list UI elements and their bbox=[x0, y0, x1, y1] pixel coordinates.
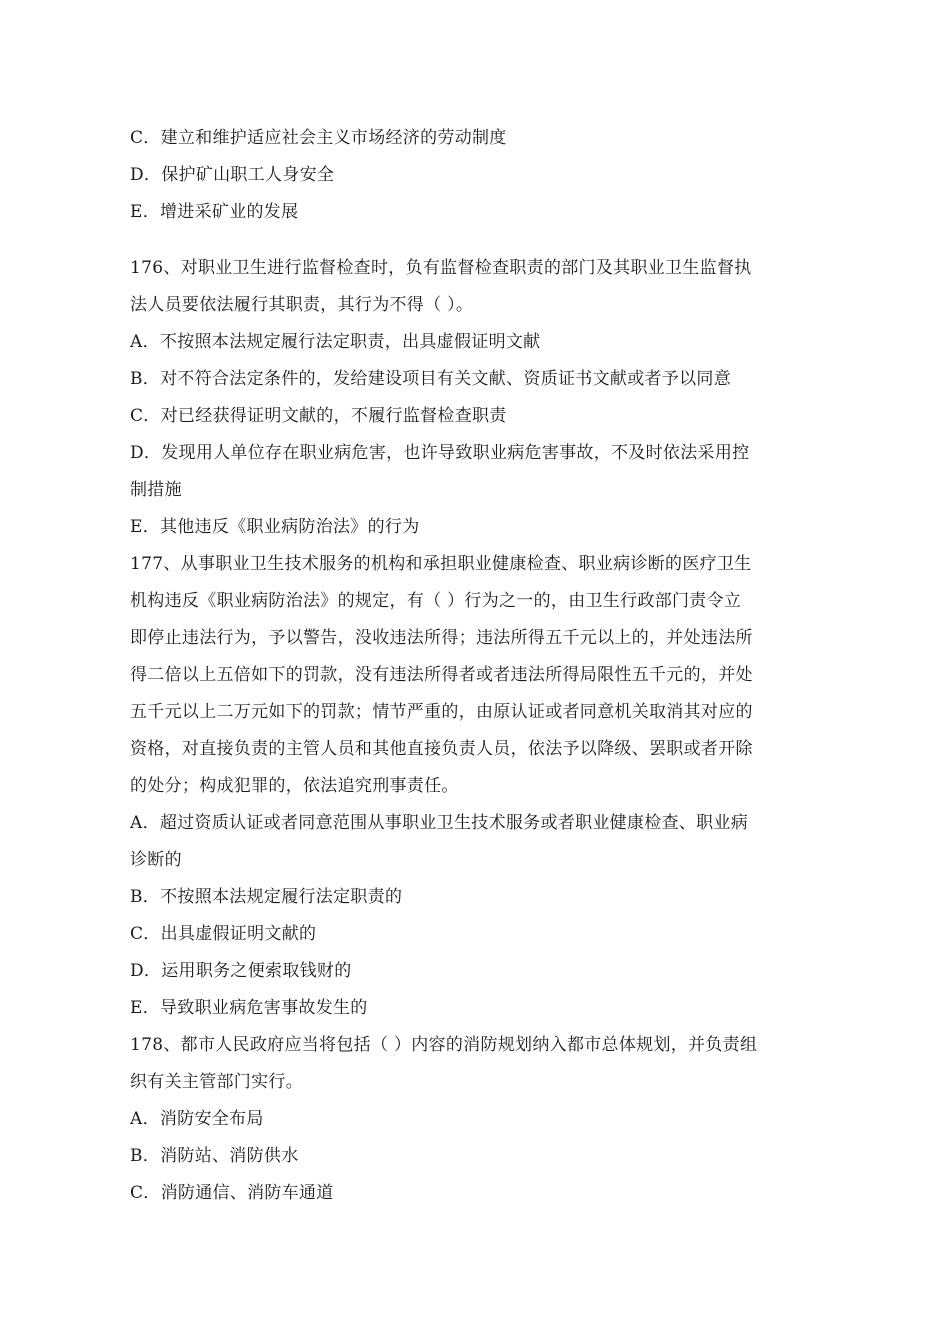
question-stem-line: 得二倍以上五倍如下的罚款，没有违法所得者或者违法所得局限性五千元的，并处 bbox=[130, 665, 753, 685]
option-a: A．超过资质认证或者同意范围从事职业卫生技术服务或者职业健康检查、职业病 bbox=[130, 813, 749, 833]
option-a: A．不按照本法规定履行法定职责，出具虚假证明文献 bbox=[130, 332, 541, 352]
option-a: A．消防安全布局 bbox=[130, 1109, 264, 1129]
prev-question-options bbox=[130, 120, 830, 231]
option-c: C．消防通信、消防车通道 bbox=[130, 1183, 334, 1203]
option-e: E．其他违反《职业病防治法》的行为 bbox=[130, 517, 420, 537]
option-b: B．对不符合法定条件的，发给建设项目有关文献、资质证书文献或者予以同意 bbox=[130, 369, 731, 389]
question-stem-line: 织有关主管部门实行。 bbox=[130, 1072, 303, 1092]
option-b: B．不按照本法规定履行法定职责的 bbox=[130, 887, 403, 907]
question-stem-line: 177、从事职业卫生技术服务的机构和承担职业健康检查、职业病诊断的医疗卫生 bbox=[130, 554, 752, 574]
question-176 bbox=[130, 250, 830, 546]
option-c: C．对已经获得证明文献的，不履行监督检查职责 bbox=[130, 406, 507, 426]
option-c: C．出具虚假证明文献的 bbox=[130, 924, 317, 944]
question-stem-line: 176、对职业卫生进行监督检查时，负有监督检查职责的部门及其职业卫生监督执 bbox=[130, 258, 752, 278]
document-page bbox=[130, 120, 830, 1212]
question-stem-line: 资格，对直接负责的主管人员和其他直接负责人员，依法予以降级、罢职或者开除 bbox=[130, 739, 753, 759]
spacer bbox=[130, 231, 830, 250]
question-stem-line: 五千元以上二万元如下的罚款；情节严重的，由原认证或者同意机关取消其对应的 bbox=[130, 702, 753, 722]
question-stem-line: 法人员要依法履行其职责，其行为不得（ ）。 bbox=[130, 295, 474, 315]
option-d: D．运用职务之便索取钱财的 bbox=[130, 961, 352, 981]
option-e: E．导致职业病危害事故发生的 bbox=[130, 998, 368, 1018]
question-177 bbox=[130, 546, 830, 1027]
question-stem-line: 即停止违法行为，予以警告，没收违法所得；违法所得五千元以上的，并处违法所 bbox=[130, 628, 753, 648]
question-178 bbox=[130, 1027, 830, 1212]
option-e: E．增进采矿业的发展 bbox=[130, 202, 299, 222]
question-stem-line: 机构违反《职业病防治法》的规定，有（ ）行为之一的，由卫生行政部门责令立 bbox=[130, 591, 742, 611]
option-c: C．建立和维护适应社会主义市场经济的劳动制度 bbox=[130, 128, 507, 148]
option-a-continued: 诊断的 bbox=[130, 850, 182, 870]
option-d: D．发现用人单位存在职业病危害，也许导致职业病危害事故，不及时依法采用控 bbox=[130, 443, 750, 463]
option-d: D．保护矿山职工人身安全 bbox=[130, 165, 335, 185]
option-d-continued: 制措施 bbox=[130, 480, 182, 500]
question-stem-line: 178、都市人民政府应当将包括（ ）内容的消防规划纳入都市总体规划，并负责组 bbox=[130, 1035, 758, 1055]
question-stem-line: 的处分；构成犯罪的，依法追究刑事责任。 bbox=[130, 776, 459, 796]
option-b: B．消防站、消防供水 bbox=[130, 1146, 299, 1166]
